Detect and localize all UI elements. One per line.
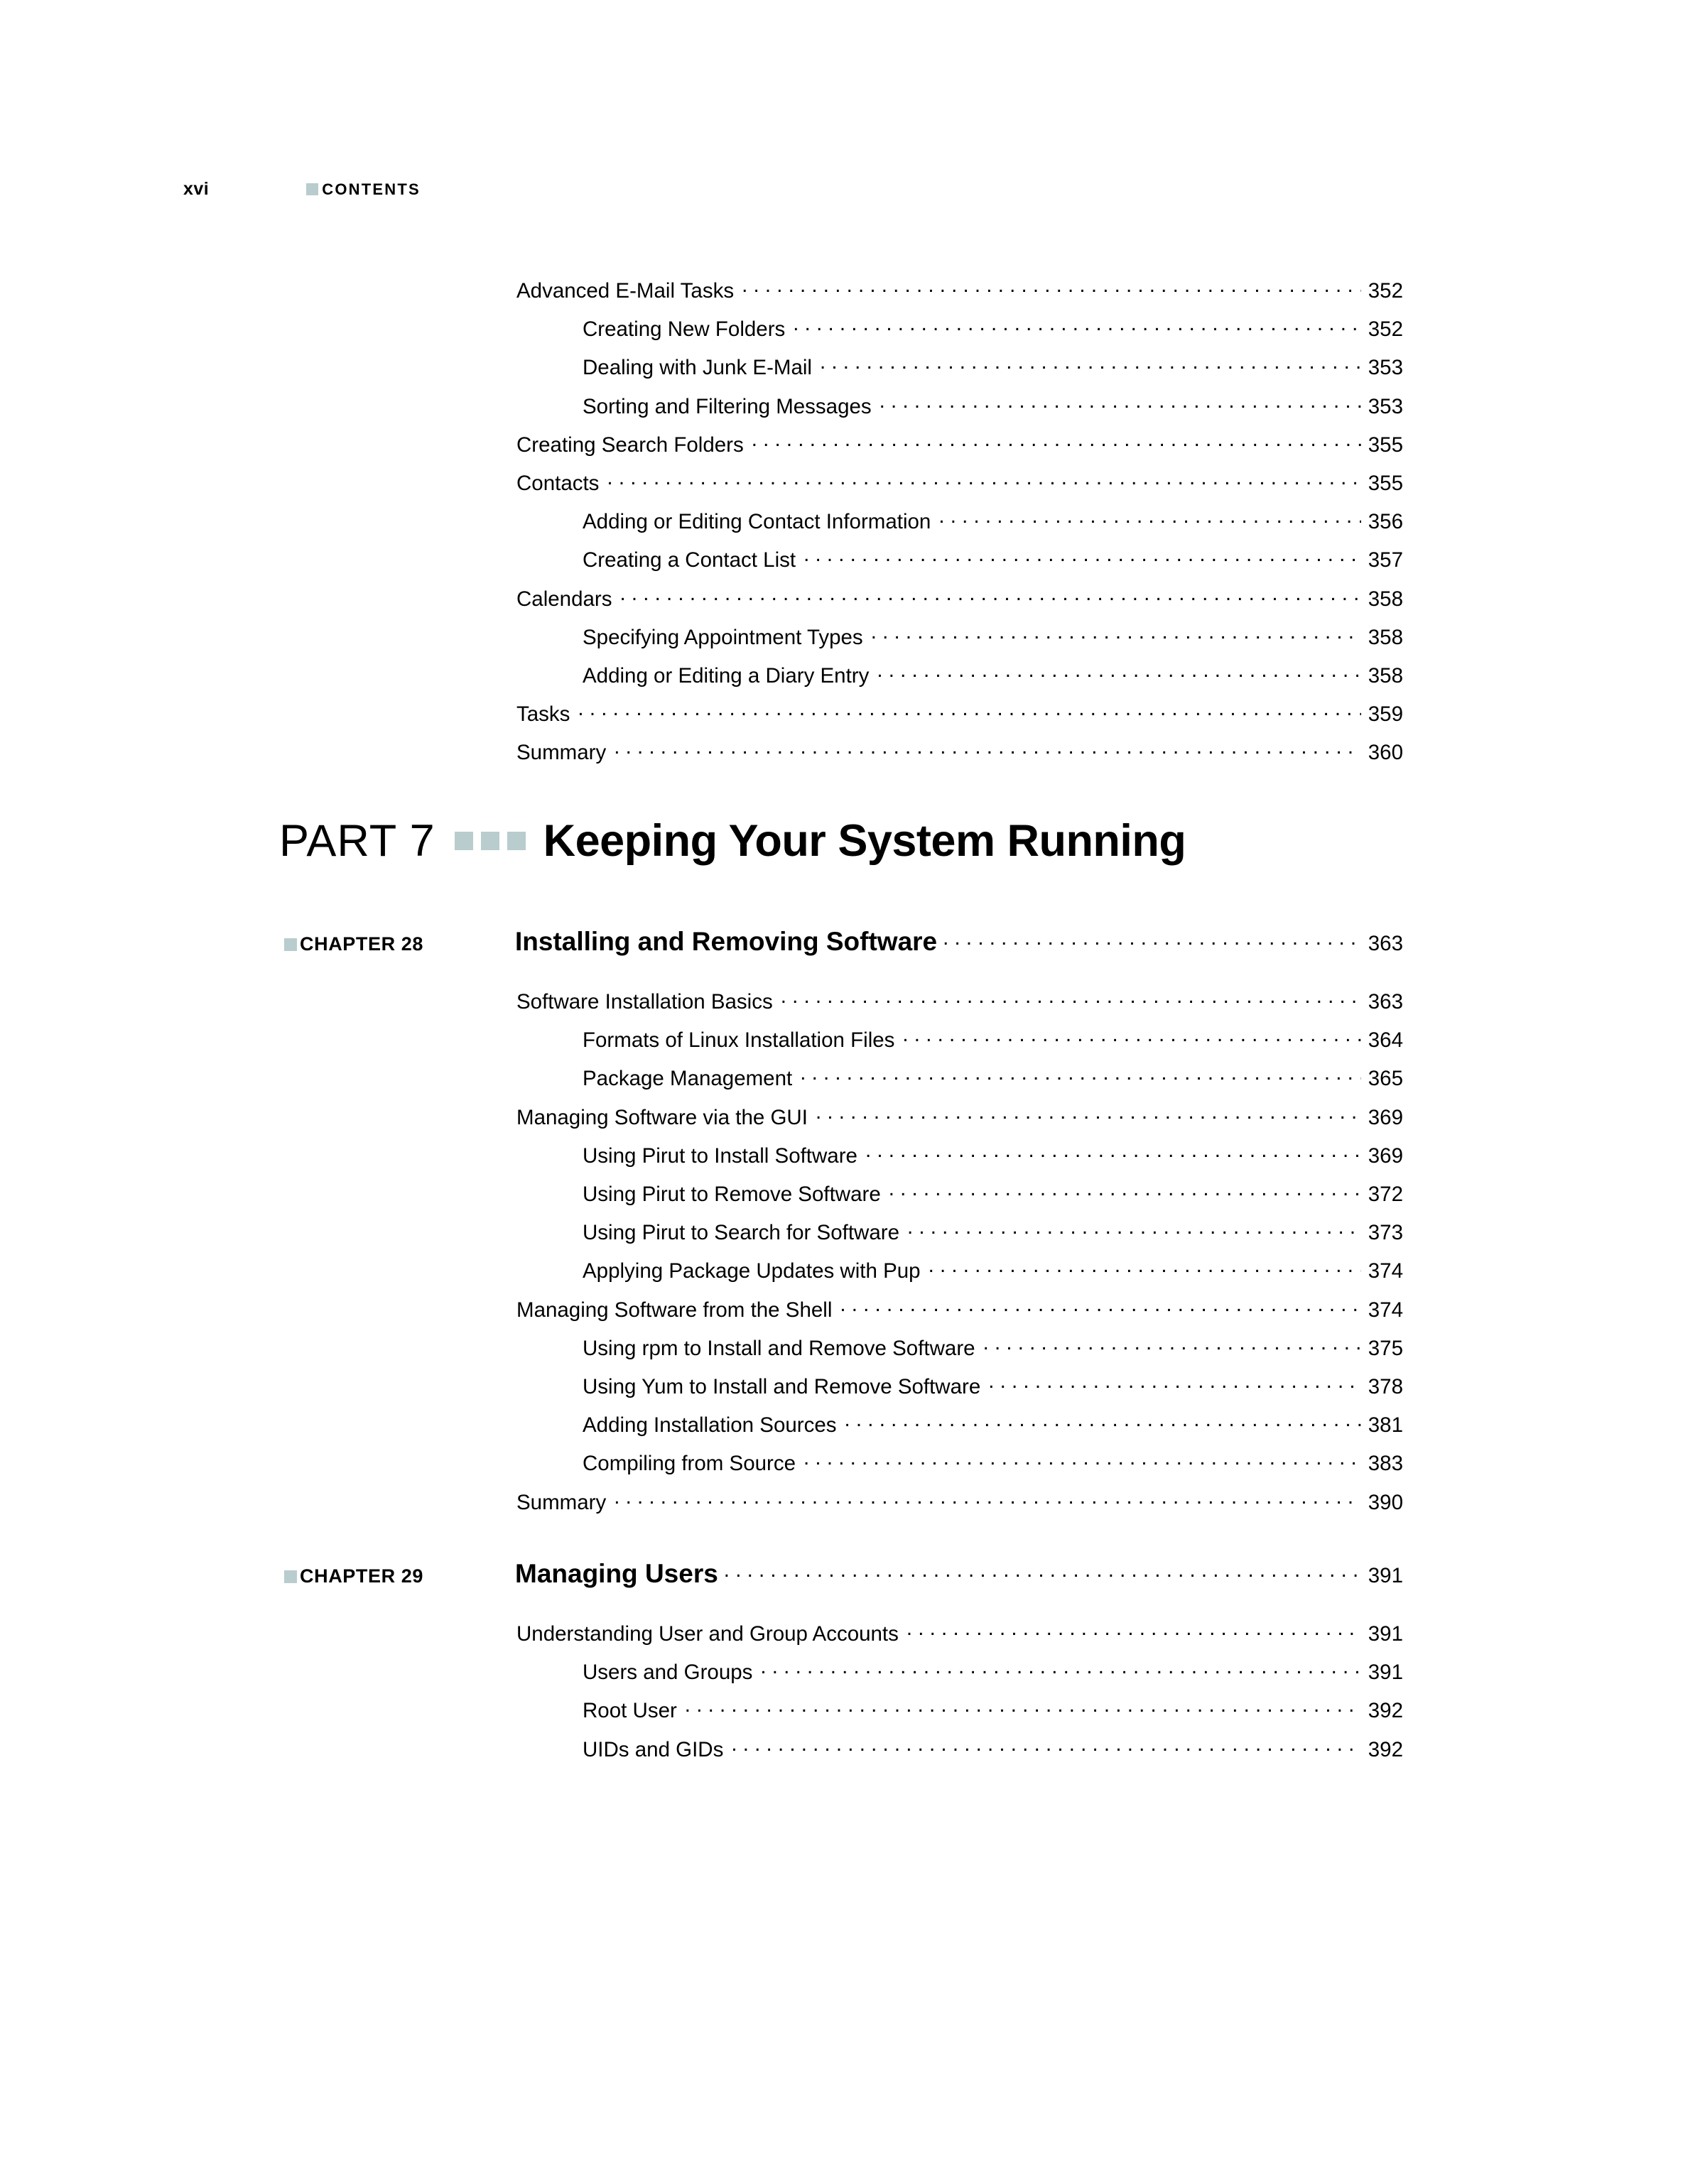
toc-entry-page: 359: [1368, 702, 1403, 726]
dot-leader: [906, 1619, 1361, 1641]
toc-entry-label: Using Pirut to Install Software: [583, 1143, 857, 1168]
dot-leader: [803, 545, 1361, 567]
chapter-tag-label: CHAPTER 29: [300, 1565, 424, 1587]
dot-leader: [889, 1180, 1361, 1201]
toc-entry[interactable]: [583, 1696, 1403, 1723]
dot-leader: [871, 623, 1361, 644]
dot-leader: [820, 353, 1361, 374]
toc-entry-page: 358: [1368, 663, 1403, 688]
toc-entry-label: Summary: [516, 1490, 607, 1514]
toc-entry[interactable]: [583, 1658, 1403, 1685]
toc-entry[interactable]: [516, 585, 1403, 612]
dot-leader: [938, 507, 1360, 528]
toc-entry-page: 392: [1368, 1737, 1403, 1761]
square-marker-icon: [284, 1570, 297, 1583]
toc-entry-label: Sorting and Filtering Messages: [583, 394, 872, 418]
toc-entry-label: Managing Software via the GUI: [516, 1105, 808, 1129]
toc-entry-page: 383: [1368, 1451, 1403, 1475]
toc-entry-page: 365: [1368, 1066, 1403, 1090]
chapter-title: Managing Users: [515, 1559, 718, 1588]
toc-entry-label: Creating a Contact List: [583, 548, 796, 572]
dot-leader: [929, 1256, 1361, 1278]
dot-leader: [781, 987, 1361, 1009]
dot-leader: [907, 1218, 1361, 1239]
toc-entry[interactable]: [516, 1619, 1403, 1646]
toc-entry-label: Users and Groups: [583, 1660, 753, 1684]
toc-entry[interactable]: [516, 1103, 1403, 1130]
toc-entry-label: UIDs and GIDs: [583, 1737, 724, 1761]
chapter-heading-row[interactable]: [284, 927, 1403, 957]
toc-entry-page: 378: [1368, 1374, 1403, 1398]
dot-leader: [902, 1026, 1360, 1047]
dot-leader: [845, 1411, 1361, 1432]
toc-entry[interactable]: [516, 1488, 1403, 1515]
toc-entry-label: Applying Package Updates with Pup: [583, 1259, 921, 1283]
chapter-page: 391: [1368, 1564, 1403, 1587]
dot-leader: [943, 939, 1361, 950]
toc-entry-page: 355: [1368, 433, 1403, 457]
toc-entry[interactable]: [583, 507, 1403, 534]
toc-entry-label: Adding or Editing a Diary Entry: [583, 663, 870, 688]
toc-entry[interactable]: [516, 469, 1403, 496]
toc-entry-page: 392: [1368, 1698, 1403, 1722]
chapter-tag: [284, 933, 515, 955]
toc-entry-page: 381: [1368, 1413, 1403, 1437]
chapter-tag-label: CHAPTER 28: [300, 933, 424, 955]
dot-leader: [840, 1295, 1360, 1317]
toc-entry[interactable]: [583, 1064, 1403, 1091]
page-folio: xvi: [183, 179, 210, 199]
toc-entry-page: 374: [1368, 1298, 1403, 1322]
dot-leader: [865, 1141, 1361, 1163]
toc-entry[interactable]: [516, 700, 1403, 727]
toc-entry-label: Package Management: [583, 1066, 793, 1090]
toc-entry-page: 369: [1368, 1143, 1403, 1168]
toc-entry-page: 369: [1368, 1105, 1403, 1129]
toc-entry[interactable]: [516, 276, 1403, 303]
toc-entry-page: 353: [1368, 355, 1403, 379]
toc-entry-label: Calendars: [516, 587, 612, 611]
toc-entry[interactable]: [583, 1411, 1403, 1438]
toc-entry[interactable]: [583, 661, 1403, 688]
toc-entry-page: 391: [1368, 1621, 1403, 1646]
toc-entry-label: Dealing with Junk E-Mail: [583, 355, 812, 379]
toc-entry-label: Using Pirut to Remove Software: [583, 1182, 881, 1206]
chapter-tag: [284, 1565, 515, 1587]
toc-entry-label: Adding or Editing Contact Information: [583, 509, 931, 533]
toc-entry[interactable]: [583, 1256, 1403, 1283]
dot-leader: [685, 1696, 1361, 1717]
toc-entry-label: Root User: [583, 1698, 677, 1722]
toc-entry-label: Using rpm to Install and Remove Software: [583, 1336, 975, 1360]
toc-entry-page: 373: [1368, 1220, 1403, 1244]
chapter-title-line: [515, 927, 1403, 957]
toc-entry-page: 353: [1368, 394, 1403, 418]
toc-entry[interactable]: [583, 1334, 1403, 1361]
dot-leader: [742, 276, 1361, 298]
toc-entry-page: 355: [1368, 471, 1403, 495]
toc-entry[interactable]: [516, 1295, 1403, 1322]
dot-leader: [793, 315, 1360, 336]
dot-leader: [800, 1064, 1361, 1085]
toc-entry-page: 360: [1368, 740, 1403, 764]
toc-entry-page: 375: [1368, 1336, 1403, 1360]
dot-leader: [816, 1103, 1361, 1124]
chapter-title-line: [515, 1559, 1403, 1589]
toc-entry-label: Using Yum to Install and Remove Software: [583, 1374, 981, 1398]
toc-entry-label: Adding Installation Sources: [583, 1413, 837, 1437]
toc-entry[interactable]: [583, 545, 1403, 572]
dot-leader: [578, 700, 1360, 721]
toc-entry[interactable]: [583, 1180, 1403, 1207]
dot-leader: [731, 1735, 1360, 1756]
toc-entry-page: 358: [1368, 625, 1403, 649]
toc-entry-page: 356: [1368, 509, 1403, 533]
chapter-heading-row[interactable]: [284, 1559, 1403, 1589]
square-marker-icon: [284, 938, 297, 951]
dot-leader: [607, 469, 1360, 490]
toc-entry-label: Formats of Linux Installation Files: [583, 1028, 895, 1052]
toc-entry[interactable]: [583, 315, 1403, 342]
toc-entry-label: Specifying Appointment Types: [583, 625, 863, 649]
toc-entry-label: Understanding User and Group Accounts: [516, 1621, 899, 1646]
toc-entry[interactable]: [583, 623, 1403, 650]
toc-entry-label: Tasks: [516, 702, 570, 726]
toc-entry[interactable]: [583, 392, 1403, 419]
toc-entry-page: 390: [1368, 1490, 1403, 1514]
dot-leader: [988, 1372, 1361, 1393]
toc-entry[interactable]: [583, 353, 1403, 380]
dot-leader: [619, 585, 1360, 606]
dot-leader: [879, 392, 1361, 413]
toc-entry-page: 364: [1368, 1028, 1403, 1052]
toc-entry[interactable]: [583, 1372, 1403, 1399]
toc-entry-page: 352: [1368, 278, 1403, 303]
toc-entry-label: Using Pirut to Search for Software: [583, 1220, 899, 1244]
toc-entry-page: 363: [1368, 989, 1403, 1014]
toc-entry-label: Advanced E-Mail Tasks: [516, 278, 735, 303]
toc-entry[interactable]: [516, 987, 1403, 1014]
toc-entry[interactable]: [516, 738, 1403, 765]
chapter-title: Installing and Removing Software: [515, 927, 938, 956]
dot-leader: [803, 1449, 1361, 1470]
toc-entry-page: 358: [1368, 587, 1403, 611]
dot-leader: [983, 1334, 1361, 1355]
dot-leader: [752, 430, 1361, 452]
toc-entry[interactable]: [583, 1449, 1403, 1476]
part-label: PART 7: [279, 816, 435, 866]
toc-entry-page: 352: [1368, 317, 1403, 341]
toc-entry[interactable]: [583, 1218, 1403, 1245]
toc-entry-label: Summary: [516, 740, 607, 764]
toc-entry[interactable]: [583, 1141, 1403, 1168]
toc-entry-page: 391: [1368, 1660, 1403, 1684]
chapter-page: 363: [1368, 932, 1403, 955]
dot-leader: [760, 1658, 1360, 1679]
toc-entry-page: 374: [1368, 1259, 1403, 1283]
toc-entry-label: Creating Search Folders: [516, 433, 744, 457]
toc-entry[interactable]: [516, 430, 1403, 457]
toc-entry-label: Creating New Folders: [583, 317, 786, 341]
square-marker-icon: [455, 832, 526, 850]
square-marker-icon: [306, 183, 318, 195]
running-head: [183, 179, 421, 200]
toc-entry-page: 372: [1368, 1182, 1403, 1206]
part-title: Keeping Your System Running: [543, 816, 1186, 866]
dot-leader: [614, 738, 1361, 759]
dot-leader: [614, 1488, 1361, 1509]
toc-entry-label: Software Installation Basics: [516, 989, 773, 1014]
part-banner: [279, 815, 1186, 866]
running-head-label: CONTENTS: [322, 180, 421, 198]
dot-leader: [877, 661, 1360, 683]
toc-entry[interactable]: [583, 1735, 1403, 1762]
dot-leader: [724, 1571, 1361, 1582]
toc-entry-label: Managing Software from the Shell: [516, 1298, 833, 1322]
toc-entry-label: Compiling from Source: [583, 1451, 796, 1475]
toc-entry-label: Contacts: [516, 471, 600, 495]
toc-entry[interactable]: [583, 1026, 1403, 1053]
toc-entry-page: 357: [1368, 548, 1403, 572]
